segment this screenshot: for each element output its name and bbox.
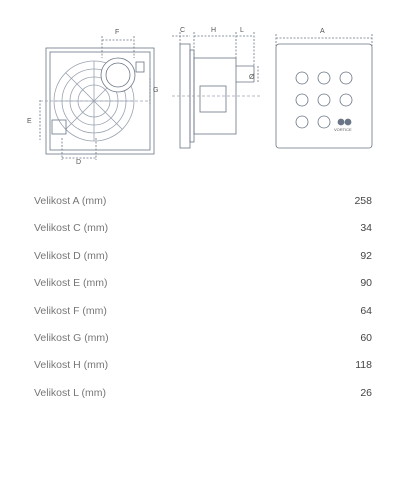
svg-text:VORTICE: VORTICE [334, 127, 352, 132]
spec-value: 64 [360, 304, 372, 317]
svg-text:Ø: Ø [249, 74, 255, 81]
spec-label: Velikost E (mm) [34, 277, 108, 290]
spec-value: 60 [360, 331, 372, 344]
spec-value: 26 [360, 386, 372, 399]
spec-label: Velikost A (mm) [34, 195, 107, 207]
spec-row-h [34, 352, 374, 379]
svg-text:H: H [211, 27, 217, 34]
spec-row-f [34, 298, 374, 325]
spec-label: Velikost F (mm) [34, 304, 107, 317]
spec-value: 118 [355, 359, 372, 372]
side-view-drawing [172, 32, 262, 148]
svg-text:D: D [76, 159, 82, 166]
svg-text:F: F [115, 29, 120, 36]
spec-row-d [34, 243, 374, 270]
svg-text:L: L [240, 27, 244, 34]
svg-text:C: C [180, 27, 186, 34]
spec-value: 34 [360, 222, 372, 235]
cover-view-drawing [276, 34, 372, 148]
spec-row-c [34, 215, 374, 242]
spec-row-l [34, 380, 374, 407]
svg-text:G: G [153, 87, 159, 94]
spec-row-e [34, 270, 374, 297]
front-view-drawing [40, 36, 154, 160]
spec-row-g [34, 325, 374, 352]
technical-drawing [0, 0, 418, 166]
svg-text:E: E [27, 118, 32, 125]
spec-label: Velikost H (mm) [34, 359, 109, 372]
spec-row-a [34, 188, 374, 215]
spec-table [34, 188, 374, 407]
spec-value: 92 [360, 249, 372, 262]
spec-label: Velikost G (mm) [34, 331, 109, 344]
spec-label: Velikost L (mm) [34, 386, 106, 399]
spec-value: 90 [360, 277, 372, 290]
spec-label: Velikost D (mm) [34, 249, 109, 262]
svg-text:A: A [320, 28, 325, 35]
spec-value: 258 [354, 195, 372, 207]
spec-label: Velikost C (mm) [34, 222, 109, 235]
